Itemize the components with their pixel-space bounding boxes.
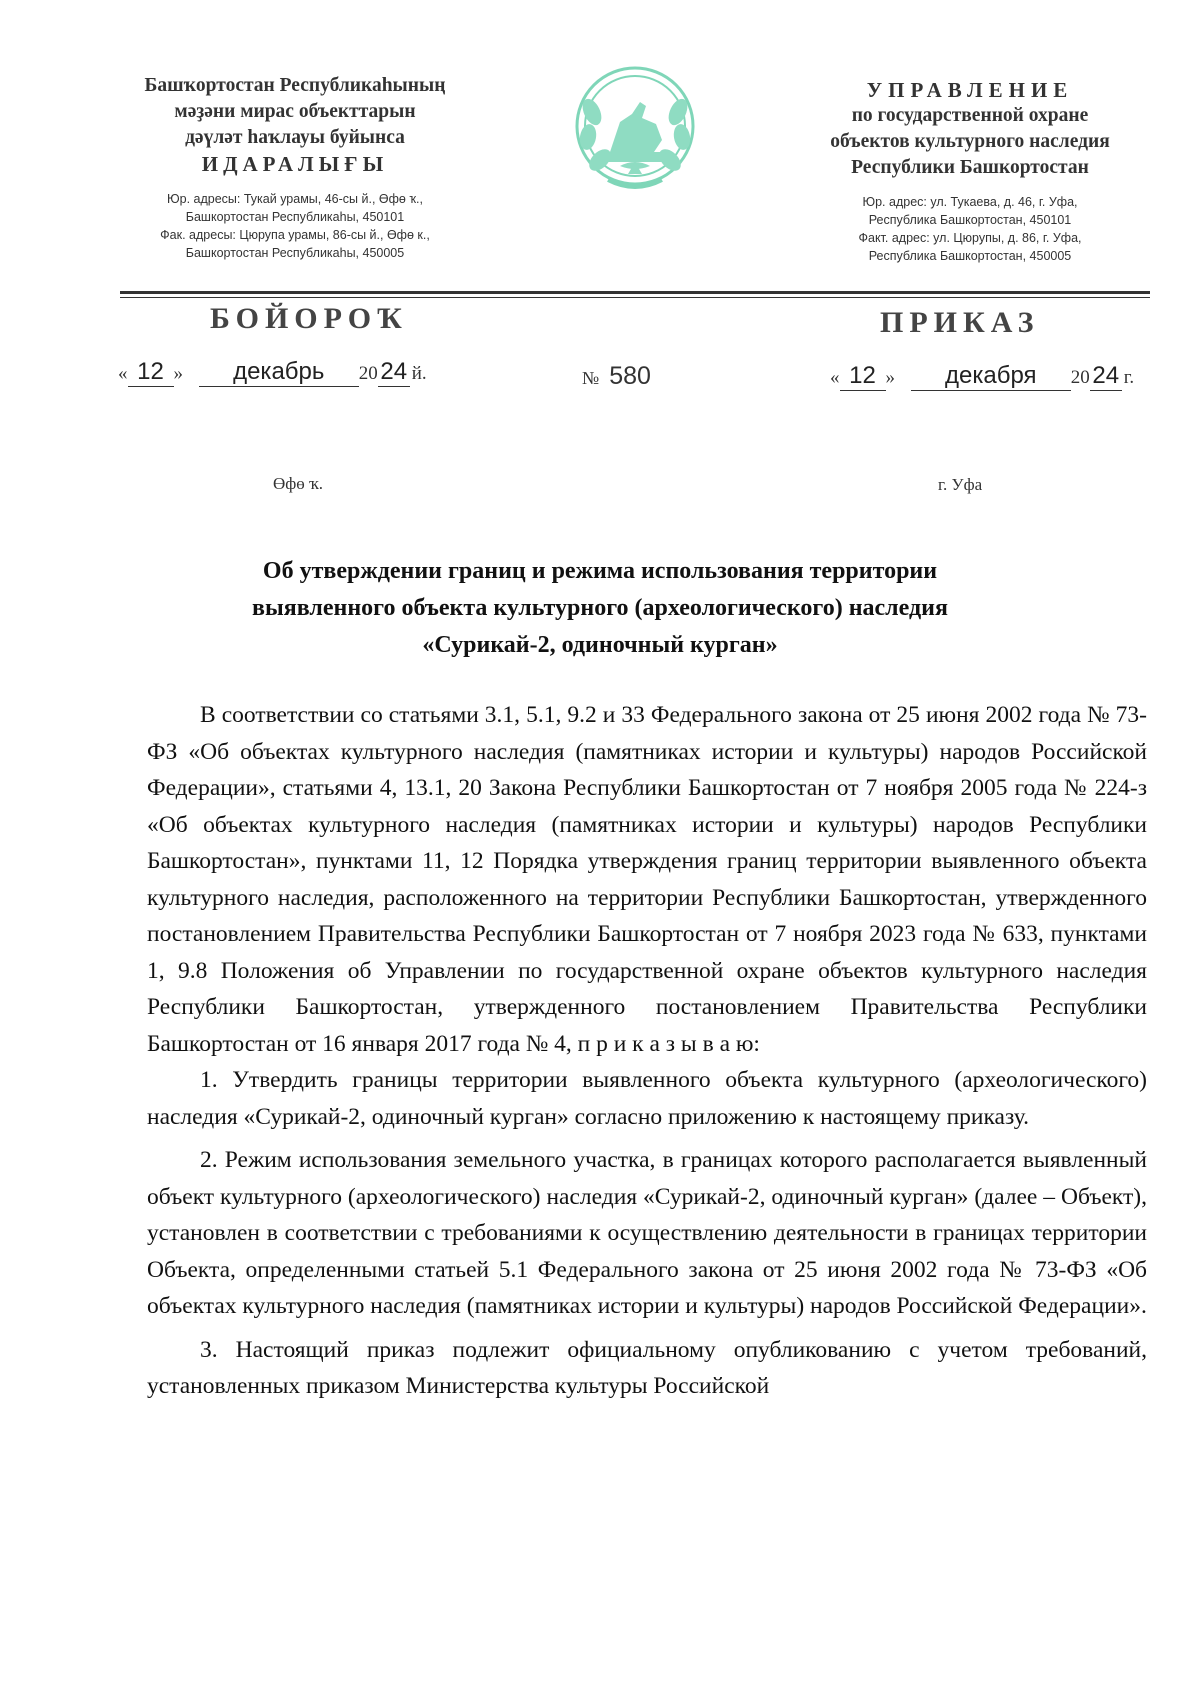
coat-of-arms-icon xyxy=(570,62,700,202)
body-paragraph-preamble: В соответствии со статьями 3.1, 5.1, 9.2 и 33 Федерального закона от 25 июня 2002 года № 73-ФЗ «Об объектах культурного наследия (памятниках истории и культуры) народов Российской Федерации», статьями 4, 13.1, 20 Закона Республики Башкортостан от 7 ноября 2005 года № 224-з «Об объектах культурного наследия (памятниках истории и культуры) народов Республики Башкортостан», пунктами 11, 12 Порядка утверждения границ территории выявленного объекта культурного наследия, расположенного на территории Республики Башкортостан, утвержденного постановлением Правительства Республики Башкортостан от 7 ноября 2023 года № 633, пунктами 1, 9.8 Положения об Управлении по государственной охране объектов культурного наследия Республики Башкортостан, утвержденного постановлением Правительства Республики Башкортостан от 16 января 2017 года № 4, п р и к а з ы в а ю: xyxy=(147,702,1147,1057)
header-divider-thin xyxy=(120,297,1150,298)
date-left-month: декабрь xyxy=(199,358,359,387)
header-right-addr3: Факт. адрес: ул. Цюрупы, д. 86, г. Уфа, xyxy=(858,231,1082,245)
date-right-open-quote: « xyxy=(830,367,840,388)
date-right-year-prefix: 20 xyxy=(1070,367,1090,388)
date-right-year-suffix: 24 xyxy=(1090,362,1122,391)
body-paragraph-3: 3. Настоящий приказ подлежит официальному опубликованию с учетом требований, установленных приказом Министерства культуры Российской xyxy=(147,1336,1147,1399)
city-left: Өфө ҡ. xyxy=(273,474,324,493)
header-left-addr3: Фак. адресы: Цюрупа урамы, 86-сы й., Өфө к., xyxy=(160,228,430,242)
date-right-month: декабря xyxy=(911,362,1071,391)
header-left-address xyxy=(100,190,490,262)
header-right-line4: Республики Башкортостан xyxy=(851,157,1089,178)
document-title-line1: Об утверждении границ и режима использования территории xyxy=(262,558,938,584)
date-left-open-quote: « xyxy=(118,363,128,384)
header-left-line4: ИДАРАЛЫҒЫ xyxy=(201,152,389,176)
header-right-addr4: Республика Башкортостан, 450005 xyxy=(868,249,1072,263)
header-divider-thick xyxy=(120,291,1150,294)
body-paragraph-2: 2. Режим использования земельного участка, в границах которого располагается выявленный объект культурного (археологического) наследия «Сурикай-2, одиночный курган» (далее – Объект), установлен в соответствии с требованиями к осуществлению деятельности в границах территории Объекта, определенными статьей 5.1 Федерального закона от 25 июня 2002 года № 73-ФЗ «Об объектах культурного наследия (памятниках истории и культуры) народов Российской Федерации». xyxy=(147,1147,1147,1319)
doc-number-value: 580 xyxy=(609,362,651,390)
header-left-line2: мәҙәни мирас объекттарын xyxy=(174,101,416,122)
date-left-year-suffix: 24 xyxy=(378,358,410,387)
header-right-org xyxy=(780,77,1160,181)
city-right: г. Уфа xyxy=(938,475,983,494)
document-title xyxy=(150,553,1050,664)
doc-number xyxy=(582,362,651,391)
date-left-suffix: й. xyxy=(411,363,427,384)
body-paragraph-1: 1. Утвердить границы территории выявленного объекта культурного (археологического) наследия «Сурикай-2, одиночный курган» согласно приложению к настоящему приказу. xyxy=(147,1067,1147,1130)
doc-type-russian: ПРИКАЗ xyxy=(880,306,1040,339)
date-left-year-prefix: 20 xyxy=(358,363,378,384)
document-title-line2: выявленного объекта культурного (археологического) наследия xyxy=(252,595,948,621)
header-right-addr1: Юр. адрес: ул. Тукаева, д. 46, г. Уфа, xyxy=(862,195,1078,209)
header-left-addr2: Башкортостан Республикаһы, 450101 xyxy=(185,210,405,224)
header-right-address xyxy=(780,193,1160,265)
header-left-line1: Башҡортостан Республикаһының xyxy=(144,75,446,96)
date-left-day: 12 xyxy=(128,358,174,387)
header-right-line3: объектов культурного наследия xyxy=(830,131,1110,152)
date-left xyxy=(118,358,427,387)
header-right-line1: УПРАВЛЕНИЕ xyxy=(866,78,1074,102)
header-left-org xyxy=(100,73,490,177)
header-left-line3: дәүләт һаҡлауы буйынса xyxy=(185,127,405,148)
doc-number-label: № xyxy=(582,368,600,388)
document-title-line3: «Сурикай-2, одиночный курган» xyxy=(422,632,778,658)
header-left-addr1: Юр. адресы: Тукай урамы, 46-сы й., Өфө ҡ., xyxy=(167,192,423,206)
header-right-line2: по государственной охране xyxy=(851,105,1089,126)
date-right xyxy=(830,362,1134,391)
date-right-day: 12 xyxy=(840,362,886,391)
date-right-close-quote: » xyxy=(885,367,895,388)
header-right-addr2: Республика Башкортостан, 450101 xyxy=(868,213,1072,227)
doc-type-bashkir: БОЙОРОҠ xyxy=(210,302,408,335)
date-right-suffix: г. xyxy=(1123,367,1135,388)
header-left-addr4: Башкортостан Республикаһы, 450005 xyxy=(185,246,405,260)
date-left-close-quote: » xyxy=(173,363,183,384)
document-body xyxy=(147,697,1147,1405)
